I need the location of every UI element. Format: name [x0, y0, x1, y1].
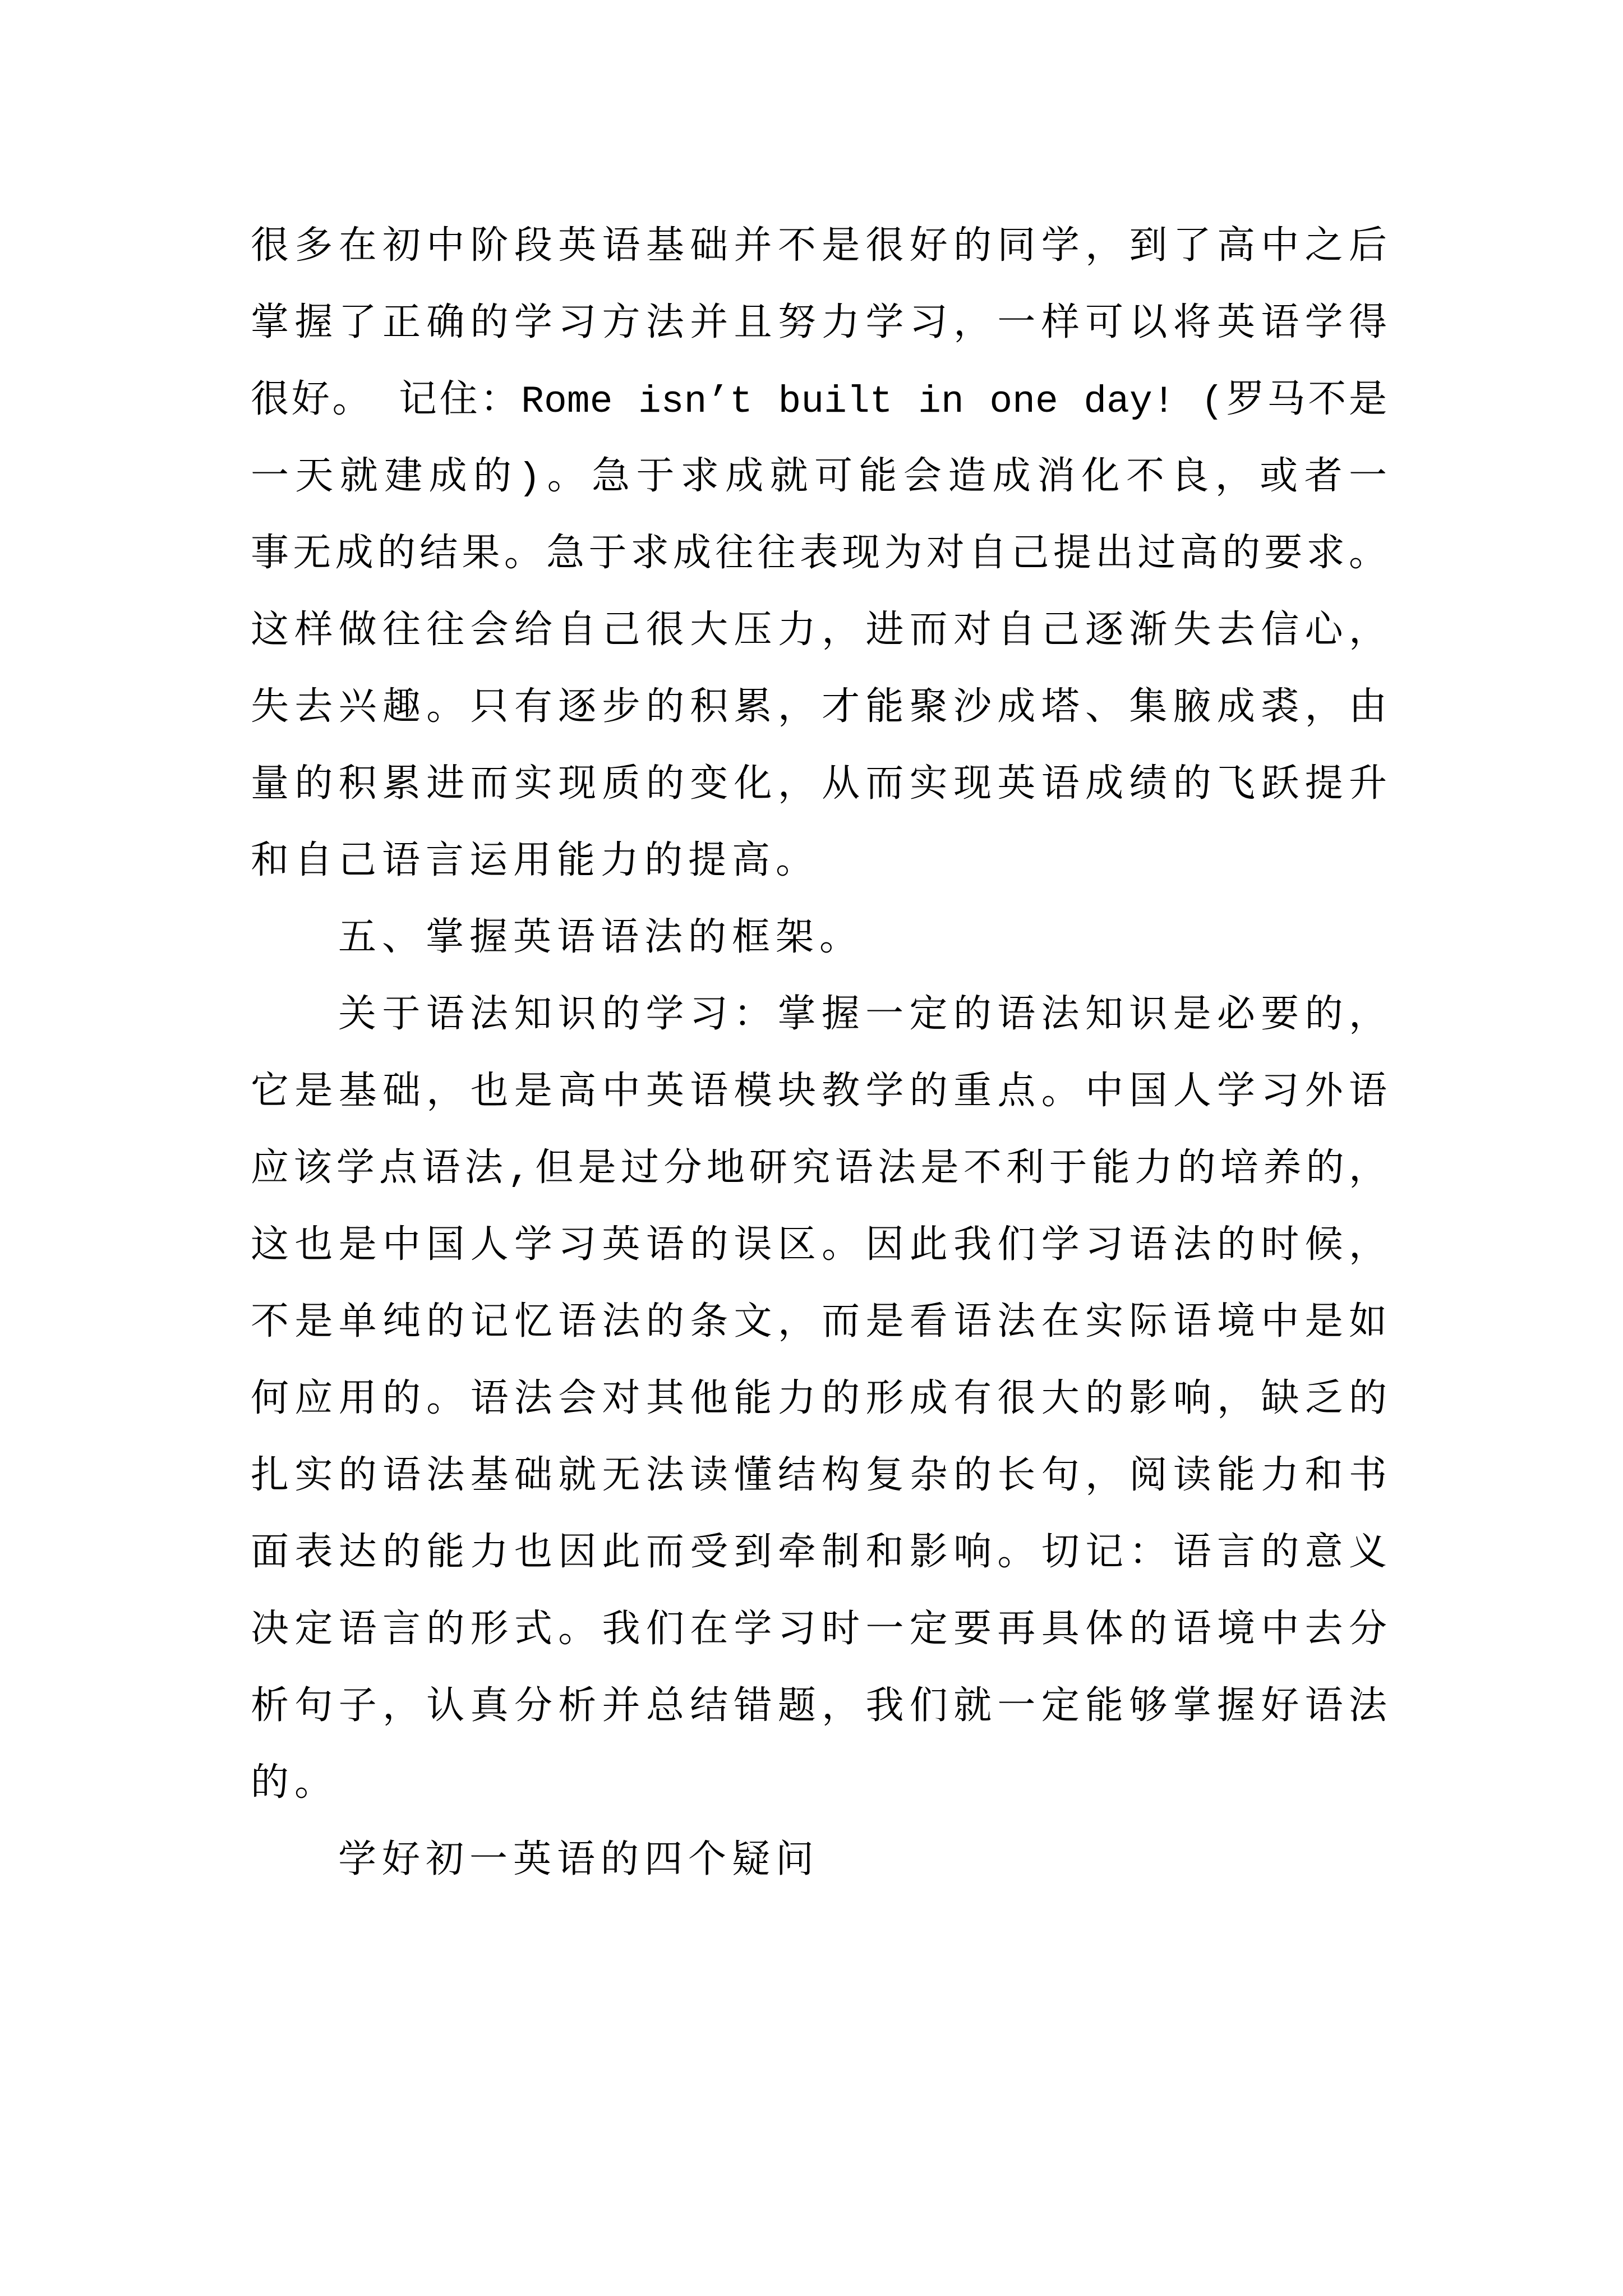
text-line: 掌握了正确的学习方法并且努力学习，一样可以将英语学得	[251, 303, 1387, 347]
text-line: 扎实的语法基础就无法读懂结构复杂的长句，阅读能力和书	[251, 1456, 1387, 1499]
paragraph	[251, 978, 1387, 1824]
paragraph	[251, 210, 1387, 901]
section-heading: 五、掌握英语语法的框架。	[338, 918, 864, 961]
text-line: 和自己语言运用能力的提高。	[251, 841, 820, 885]
text-line: 很好。 记住：Rome isn’t built in one day! (罗马不是	[251, 380, 1387, 424]
text-line: 事无成的结果。急于求成往往表现为对自己提出过高的要求。	[251, 534, 1387, 577]
text-line: 应该学点语法,但是过分地研究语法是不利于能力的培养的，	[251, 1149, 1387, 1192]
text-line: 这也是中国人学习英语的误区。因此我们学习语法的时候，	[251, 1226, 1387, 1269]
paragraph	[251, 901, 1387, 978]
text-line: 面表达的能力也因此而受到牵制和影响。切记：语言的意义	[251, 1533, 1387, 1576]
text-line: 析句子，认真分析并总结错题，我们就一定能够掌握好语法	[251, 1687, 1387, 1730]
article-title: 学好初一英语的四个疑问	[338, 1841, 820, 1884]
text-line: 一天就建成的)。急于求成就可能会造成消化不良，或者一	[251, 457, 1387, 500]
text-line: 这样做往往会给自己很大压力，进而对自己逐渐失去信心，	[251, 611, 1387, 654]
text-line: 不是单纯的记忆语法的条文，而是看语法在实际语境中是如	[251, 1303, 1387, 1346]
document-body	[251, 210, 1387, 1901]
text-line: 很多在初中阶段英语基础并不是很好的同学，到了高中之后	[251, 227, 1387, 270]
paragraph	[251, 1824, 1387, 1901]
text-line: 失去兴趣。只有逐步的积累，才能聚沙成塔、集腋成裘，由	[251, 688, 1387, 731]
text-line: 量的积累进而实现质的变化，从而实现英语成绩的飞跃提升	[251, 765, 1387, 808]
text-line: 它是基础，也是高中英语模块教学的重点。中国人学习外语	[251, 1072, 1387, 1115]
text-line: 关于语法知识的学习：掌握一定的语法知识是必要的，	[338, 995, 1387, 1038]
text-line: 何应用的。语法会对其他能力的形成有很大的影响，缺乏的	[251, 1379, 1387, 1423]
text-line: 的。	[251, 1764, 339, 1807]
text-line: 决定语言的形式。我们在学习时一定要再具体的语境中去分	[251, 1610, 1387, 1653]
